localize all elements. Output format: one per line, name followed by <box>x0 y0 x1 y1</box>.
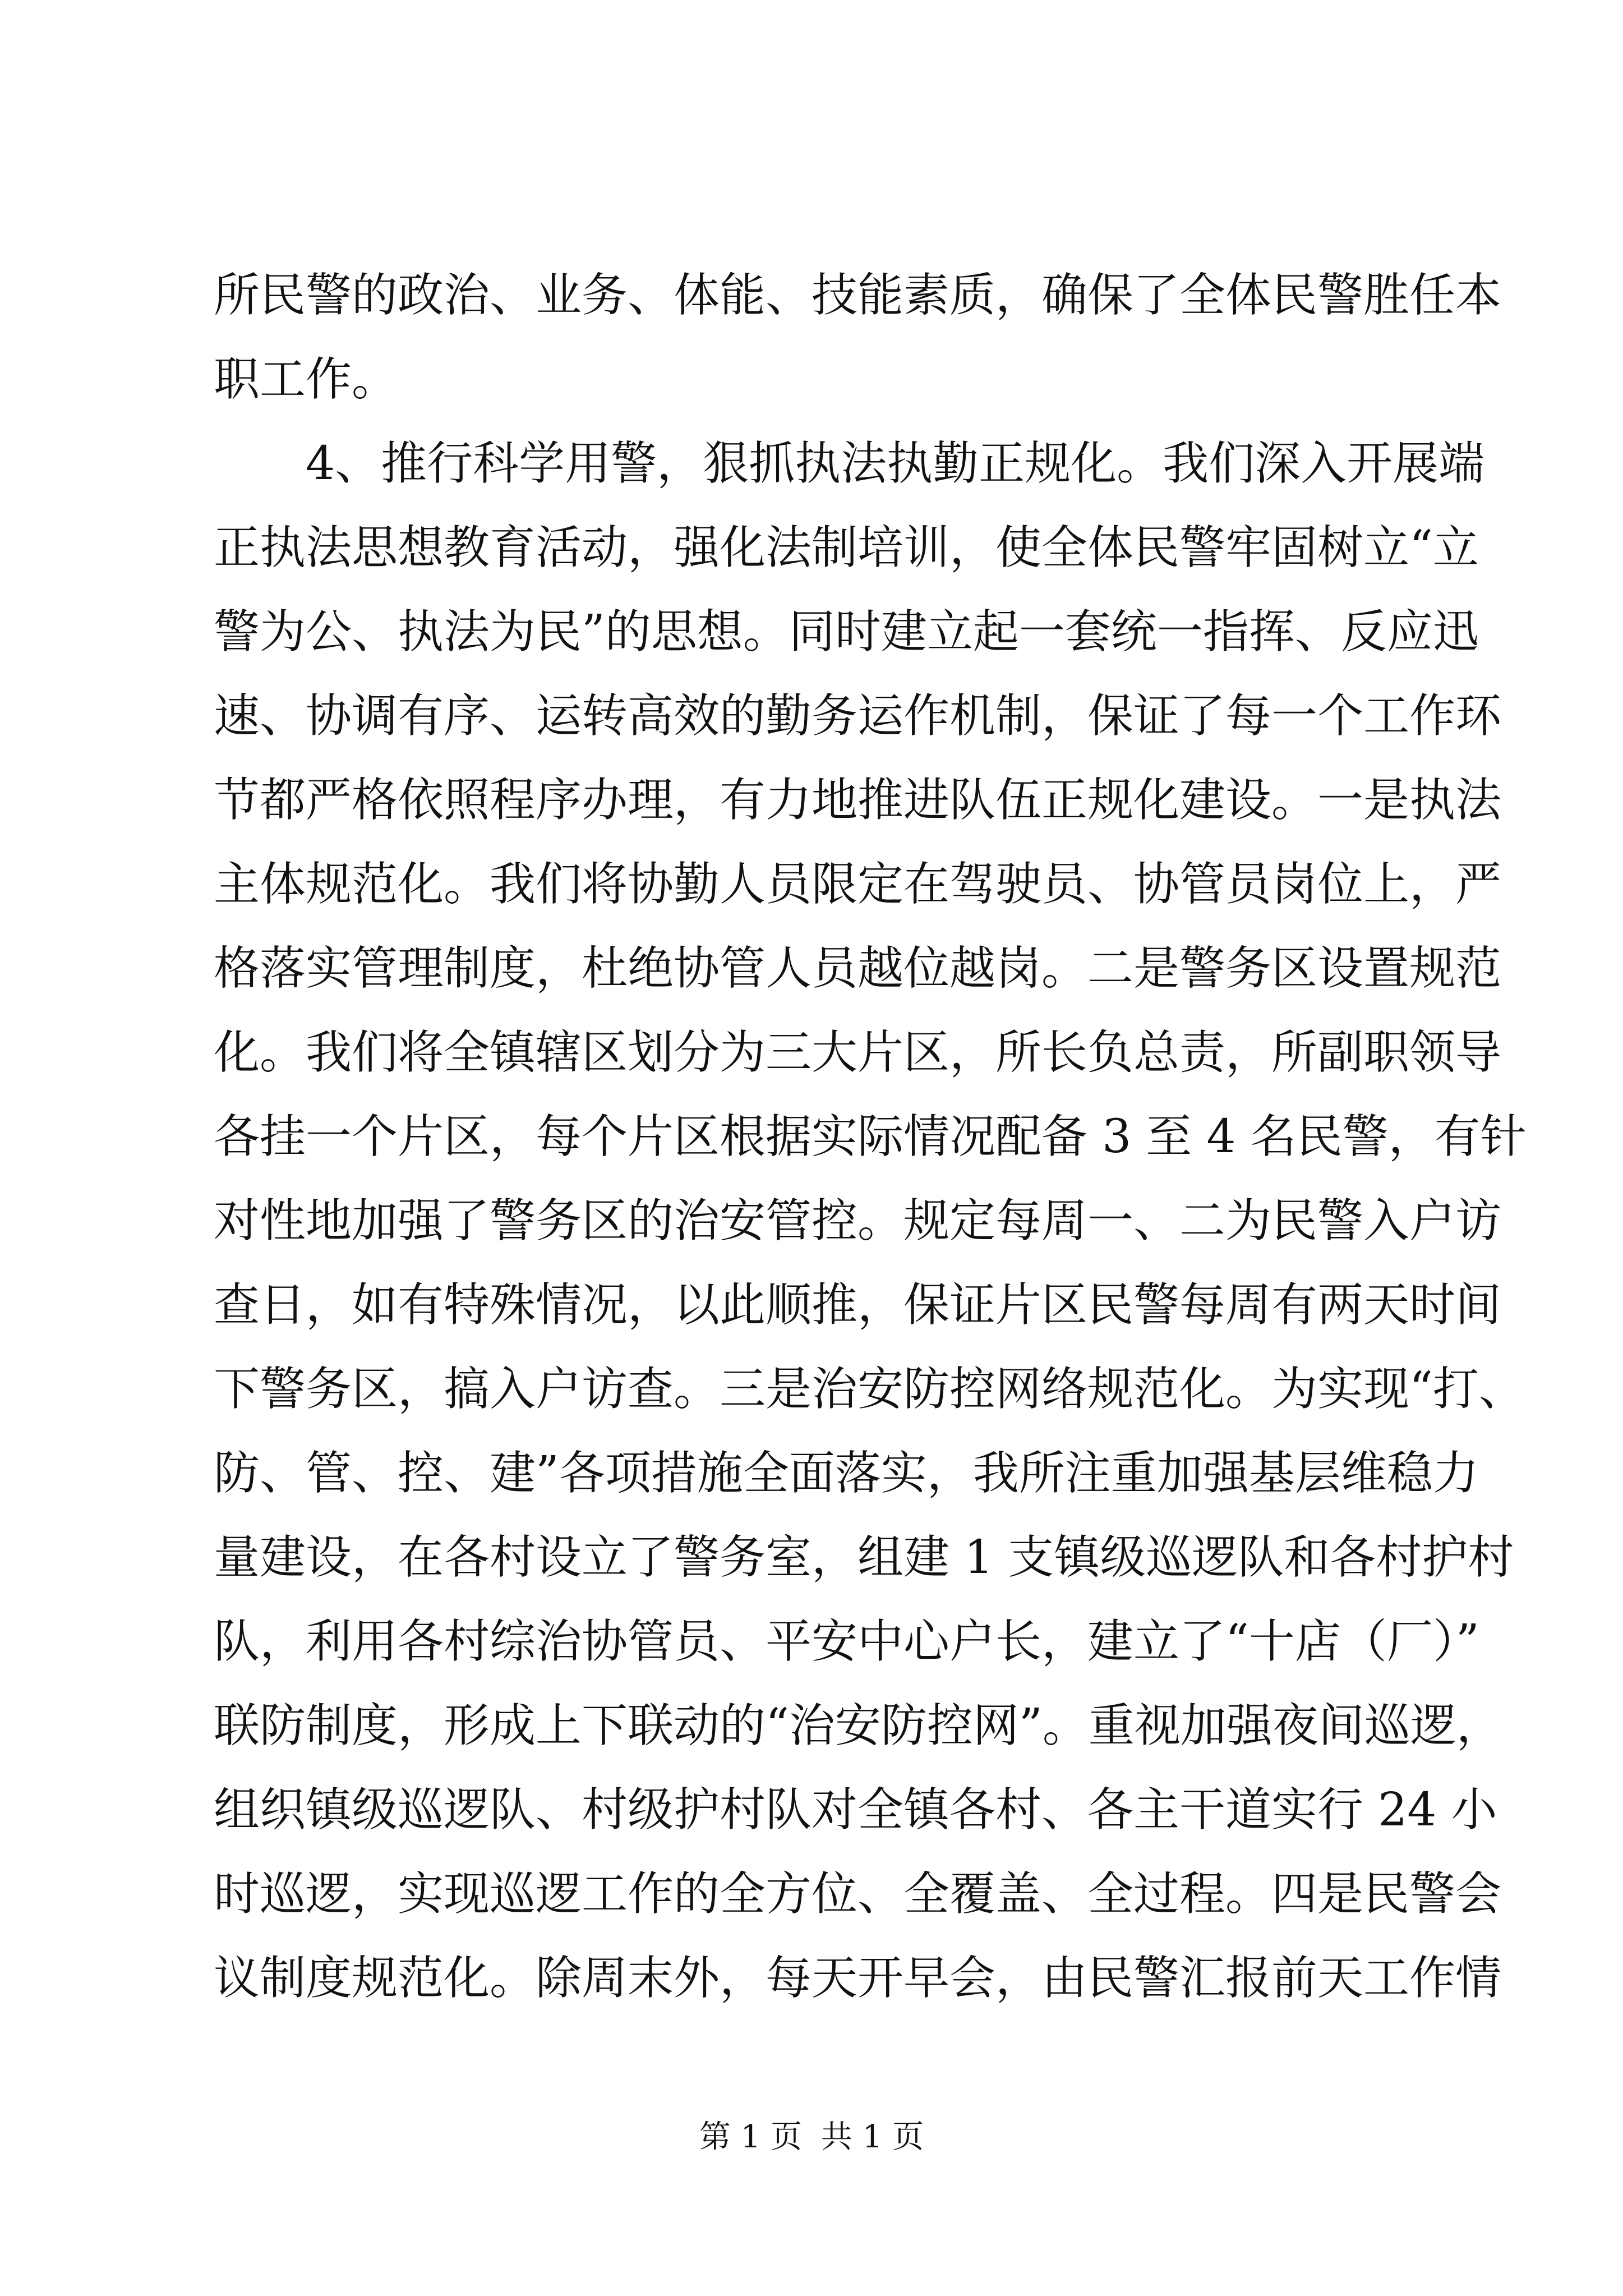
text-line: 队，利用各村综治协管员、平安中心户长，建立了“十店（厂）” <box>214 1615 1479 1668</box>
text-line: 节都严格依照程序办理，有力地推进队伍正规化建设。一是执法 <box>214 774 1502 827</box>
text-line: 主体规范化。我们将协勤人员限定在驾驶员、协管员岗位上，严 <box>214 858 1502 911</box>
text-line: 格落实管理制度，杜绝协管人员越位越岗。二是警务区设置规范 <box>214 942 1502 995</box>
text-line: 各挂一个片区，每个片区根据实际情况配备 3 至 4 名民警，有针 <box>214 1110 1527 1163</box>
body-text <box>214 254 1527 2021</box>
text-line: 议制度规范化。除周末外，每天开早会，由民警汇报前天工作情 <box>214 1952 1502 2005</box>
text-line: 时巡逻，实现巡逻工作的全方位、全覆盖、全过程。四是民警会 <box>214 1867 1502 1921</box>
text-line: 查日，如有特殊情况，以此顺推，保证片区民警每周有两天时间 <box>214 1278 1502 1332</box>
text-line: 下警务区，搞入户访查。三是治安防控网络规范化。为实现“打、 <box>214 1363 1525 1416</box>
text-line: 速、协调有序、运转高效的勤务运作机制，保证了每一个工作环 <box>214 689 1502 743</box>
page-number: 第 1 页 <box>699 2119 803 2155</box>
text-line: 警为公、执法为民”的思想。同时建立起一套统一指挥、反应迅 <box>214 605 1479 659</box>
text-line: 正执法思想教育活动，强化法制培训，使全体民警牢固树立“立 <box>214 521 1479 574</box>
page-footer <box>0 2115 1623 2160</box>
text-line: 对性地加强了警务区的治安管控。规定每周一、二为民警入户访 <box>214 1194 1502 1248</box>
text-line: 4、推行科学用警，狠抓执法执勤正规化。我们深入开展端 <box>306 437 1485 490</box>
text-line: 量建设，在各村设立了警务室，组建 1 支镇级巡逻队和各村护村 <box>214 1531 1514 1584</box>
text-line: 职工作。 <box>214 353 398 406</box>
text-line: 防、管、控、建”各项措施全面落实，我所注重加强基层维稳力 <box>214 1447 1479 1500</box>
text-line: 化。我们将全镇辖区划分为三大片区，所长负总责，所副职领导 <box>214 1026 1502 1079</box>
text-line: 联防制度，形成上下联动的“治安防控网”。重视加强夜间巡逻， <box>214 1699 1502 1752</box>
page-total: 共 1 页 <box>820 2119 924 2155</box>
text-line: 组织镇级巡逻队、村级护村队对全镇各村、各主干道实行 24 小 <box>214 1783 1497 1837</box>
text-line: 所民警的政治、业务、体能、技能素质，确保了全体民警胜任本 <box>214 269 1502 322</box>
